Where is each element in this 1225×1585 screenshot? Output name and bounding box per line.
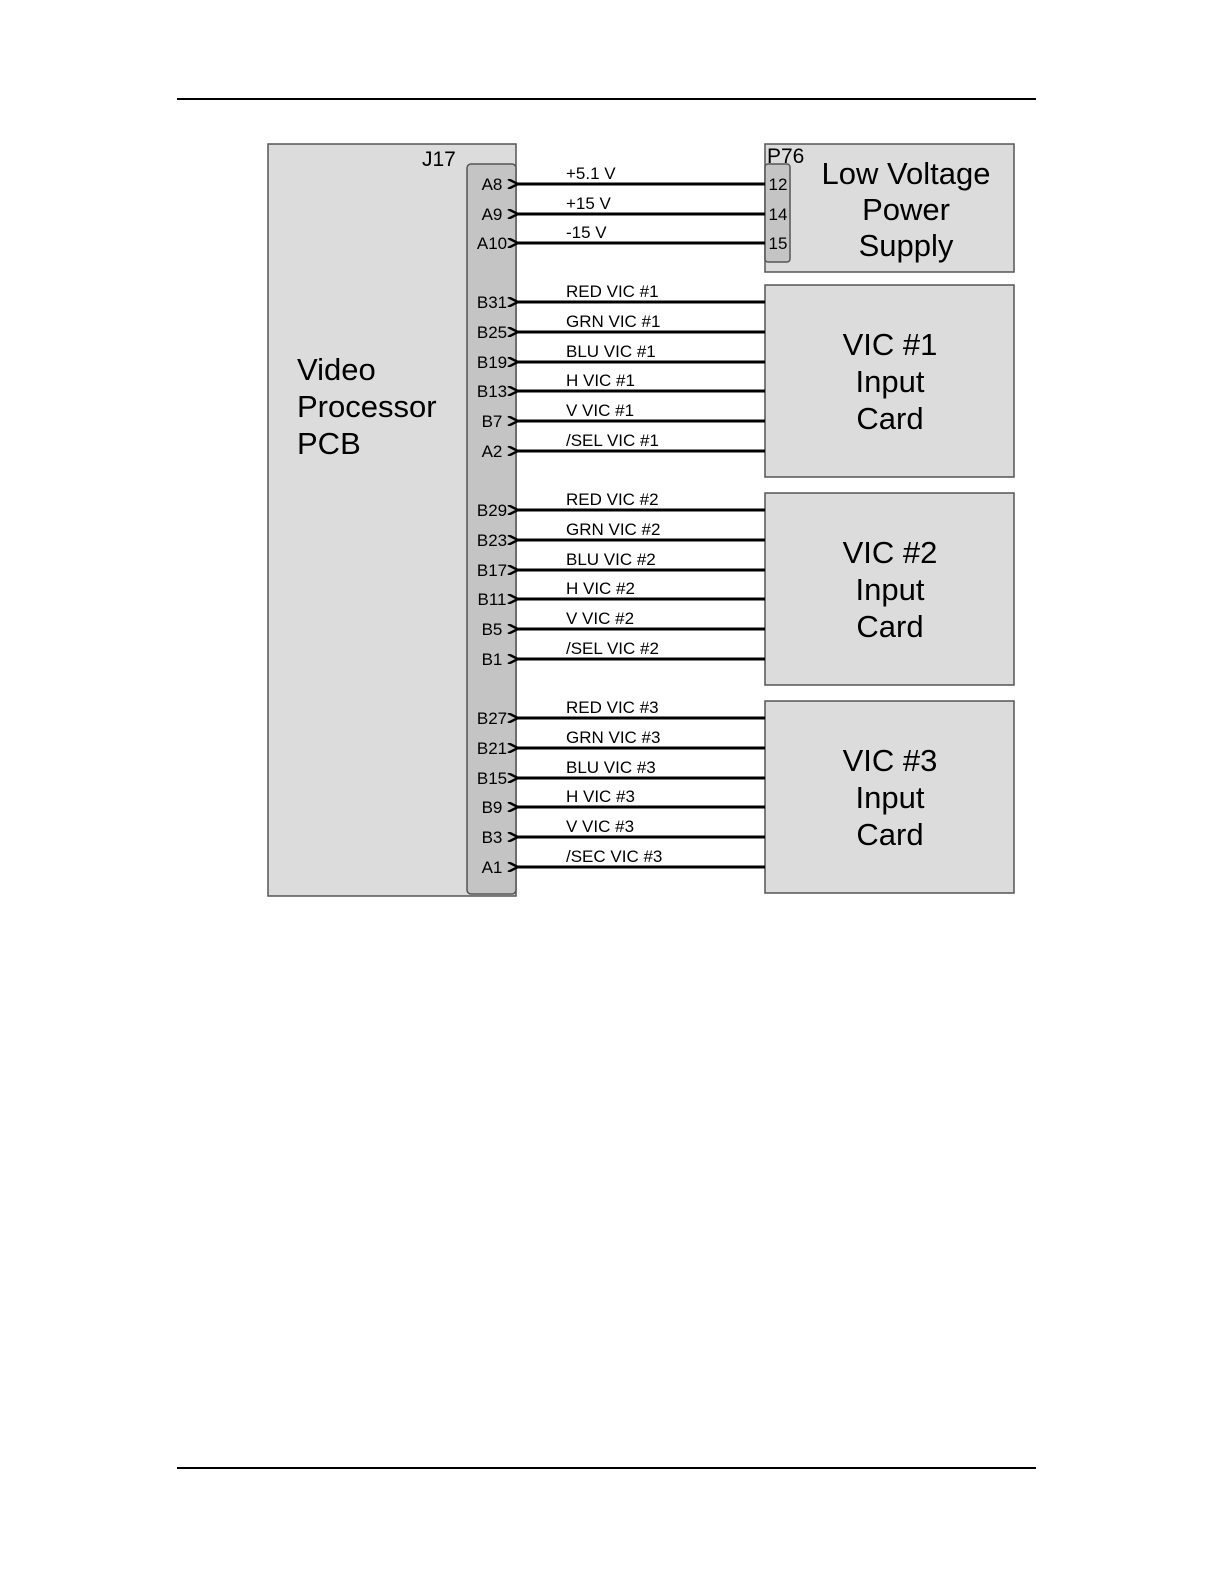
signal-label-sel-vic-2: /SEL VIC #2 xyxy=(566,639,659,658)
pin-label-b29: B29 xyxy=(476,501,508,520)
signal-label-h-vic-2: H VIC #2 xyxy=(566,579,635,598)
pin-label-b11: B11 xyxy=(477,590,507,609)
pin-label-a8: A8 xyxy=(481,175,503,194)
signal-label-grn-vic-3: GRN VIC #3 xyxy=(566,728,661,747)
signal-label-5-1-v: +5.1 V xyxy=(566,164,616,183)
pin-label-b23: B23 xyxy=(476,531,508,550)
signal-label-sel-vic-1: /SEL VIC #1 xyxy=(566,431,659,450)
card-label-2-line-1: VIC #2 xyxy=(842,535,938,570)
signal-label-red-vic-1: RED VIC #1 xyxy=(566,282,659,301)
signal-label-red-vic-2: RED VIC #2 xyxy=(566,490,659,509)
signal-label-15-v: -15 V xyxy=(566,223,607,242)
pin-label-b7: B7 xyxy=(481,412,503,431)
signal-label-15-v: +15 V xyxy=(566,194,611,213)
signal-label-v-vic-2: V VIC #2 xyxy=(566,609,635,628)
card-label-3-line-3: Card xyxy=(856,817,924,852)
j17-label: J17 xyxy=(422,148,456,171)
signal-label-blu-vic-1: BLU VIC #1 xyxy=(566,342,656,361)
signal-label-v-vic-1: V VIC #1 xyxy=(566,401,635,420)
card-label-1-line-1: VIC #1 xyxy=(842,327,938,362)
card-label-1-line-3: Card xyxy=(856,401,924,436)
pin-label-b27: B27 xyxy=(476,709,508,728)
pin-label-a9: A9 xyxy=(481,205,503,224)
p76-label: P76 xyxy=(767,145,805,168)
signal-label-h-vic-1: H VIC #1 xyxy=(566,371,635,390)
signal-label-blu-vic-2: BLU VIC #2 xyxy=(566,550,656,569)
pin-label-a2: A2 xyxy=(481,442,503,461)
p76-pin-14: 14 xyxy=(768,205,788,224)
pcb-label-line-1: Video xyxy=(297,352,376,387)
pin-label-b31: B31 xyxy=(476,293,508,312)
card-label-1-line-2: Input xyxy=(855,364,925,399)
pin-label-b19: B19 xyxy=(476,353,508,372)
signal-label-grn-vic-1: GRN VIC #1 xyxy=(566,312,661,331)
signal-label-grn-vic-2: GRN VIC #2 xyxy=(566,520,661,539)
power-supply-label-line-1: Low Voltage xyxy=(821,156,991,191)
pin-label-b1: B1 xyxy=(481,650,503,669)
signal-label-v-vic-3: V VIC #3 xyxy=(566,817,635,836)
signal-label-red-vic-3: RED VIC #3 xyxy=(566,698,659,717)
pin-label-b21: B21 xyxy=(476,739,508,758)
pin-label-b13: B13 xyxy=(476,382,508,401)
signal-label-h-vic-3: H VIC #3 xyxy=(566,787,635,806)
pin-label-b15: B15 xyxy=(476,769,508,788)
pin-label-b9: B9 xyxy=(481,798,503,817)
p76-pin-12: 12 xyxy=(768,175,788,194)
signal-label-blu-vic-3: BLU VIC #3 xyxy=(566,758,656,777)
pin-label-a1: A1 xyxy=(481,858,503,877)
pin-label-b3: B3 xyxy=(481,828,503,847)
pin-label-b25: B25 xyxy=(476,323,508,342)
pin-label-a10: A10 xyxy=(476,234,508,253)
pcb-label-line-3: PCB xyxy=(297,426,361,461)
card-label-2-line-2: Input xyxy=(855,572,925,607)
card-label-3-line-1: VIC #3 xyxy=(842,743,938,778)
signal-label-sec-vic-3: /SEC VIC #3 xyxy=(566,847,663,866)
card-label-3-line-2: Input xyxy=(855,780,925,815)
pin-label-b17: B17 xyxy=(476,561,508,580)
power-supply-label-line-2: Power xyxy=(862,192,950,227)
pcb-label-line-2: Processor xyxy=(297,389,437,424)
p76-pin-15: 15 xyxy=(768,234,788,253)
card-label-2-line-3: Card xyxy=(856,609,924,644)
power-supply-label-line-3: Supply xyxy=(858,228,954,263)
pin-label-b5: B5 xyxy=(481,620,503,639)
